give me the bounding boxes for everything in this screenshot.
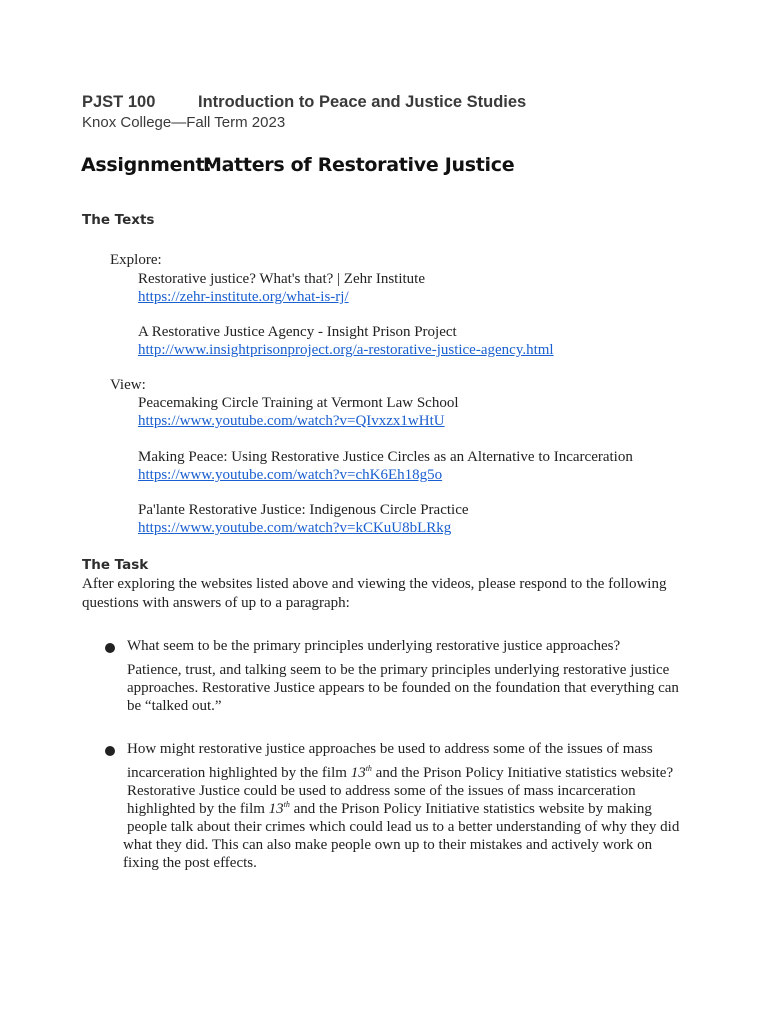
answer-1-line: approaches. Restorative Justice appears to be founded on the foundation that everything can <box>127 680 679 696</box>
ordinal-suffix: th <box>365 764 372 773</box>
answer-2-line <box>127 801 652 818</box>
answer-1-line: Patience, trust, and talking seem to be the primary principles underlying restorative justice <box>127 662 670 678</box>
view-item-link[interactable]: https://www.youtube.com/watch?v=kCKuU8bLRkg <box>138 520 452 536</box>
view-item-link[interactable]: https://www.youtube.com/watch?v=chK6Eh18g5o <box>138 467 443 483</box>
film-title: 13 <box>350 765 366 781</box>
course-heading <box>82 93 526 112</box>
assignment-name: Matters of Restorative Justice <box>203 154 515 176</box>
section-heading-texts: The Texts <box>82 212 155 228</box>
explore-item-link[interactable]: https://zehr-institute.org/what-is-rj/ <box>138 289 349 305</box>
text-span: and the Prison Policy Initiative statistics website by making <box>289 801 652 817</box>
bullet-icon <box>105 643 115 653</box>
answer-2-line: what they did. This can also make people own up to their mistakes and actively work on <box>123 837 653 853</box>
text-span: incarceration highlighted by the film <box>127 765 351 781</box>
view-item-link[interactable]: https://www.youtube.com/watch?v=QIvxzx1wHtU <box>138 413 445 429</box>
view-item-title: Peacemaking Circle Training at Vermont Law School <box>138 395 459 411</box>
text-span: and the Prison Policy Initiative statistics website? <box>371 765 674 781</box>
question-2-line <box>127 765 673 782</box>
task-intro-line: After exploring the websites listed above and viewing the videos, please respond to the following <box>82 576 667 592</box>
view-label: View: <box>110 377 146 393</box>
explore-item-title: A Restorative Justice Agency - Insight Prison Project <box>138 324 457 340</box>
explore-item-title: Restorative justice? What's that? | Zehr Institute <box>138 271 426 287</box>
question-1: What seem to be the primary principles underlying restorative justice approaches? <box>127 638 621 654</box>
explore-label: Explore: <box>110 252 162 268</box>
view-item-title: Pa'lante Restorative Justice: Indigenous Circle Practice <box>138 502 469 518</box>
college-term: Knox College—Fall Term 2023 <box>82 114 286 131</box>
section-heading-task: The Task <box>82 557 149 573</box>
task-intro-line: questions with answers of up to a paragraph: <box>82 595 350 611</box>
course-code: PJST 100 <box>82 93 156 111</box>
question-2-line: How might restorative justice approaches be used to address some of the issues of mass <box>127 741 653 757</box>
text-span: highlighted by the film <box>127 801 269 817</box>
answer-2-line: people talk about their crimes which could lead us to a better understanding of why they did <box>127 819 680 835</box>
ordinal-suffix: th <box>283 800 290 809</box>
answer-2-line: fixing the post effects. <box>123 855 257 871</box>
view-item-title: Making Peace: Using Restorative Justice Circles as an Alternative to Incarceration <box>138 449 633 465</box>
answer-2-line: Restorative Justice could be used to address some of the issues of mass incarceration <box>127 783 636 799</box>
bullet-icon <box>105 746 115 756</box>
explore-item-link[interactable]: http://www.insightprisonproject.org/a-restorative-justice-agency.html <box>138 342 554 358</box>
assignment-title <box>81 154 514 176</box>
answer-1-line: be “talked out.” <box>127 698 222 714</box>
film-title: 13 <box>268 801 284 817</box>
assignment-label: Assignment: <box>81 154 212 176</box>
course-title: Introduction to Peace and Justice Studies <box>198 93 527 111</box>
